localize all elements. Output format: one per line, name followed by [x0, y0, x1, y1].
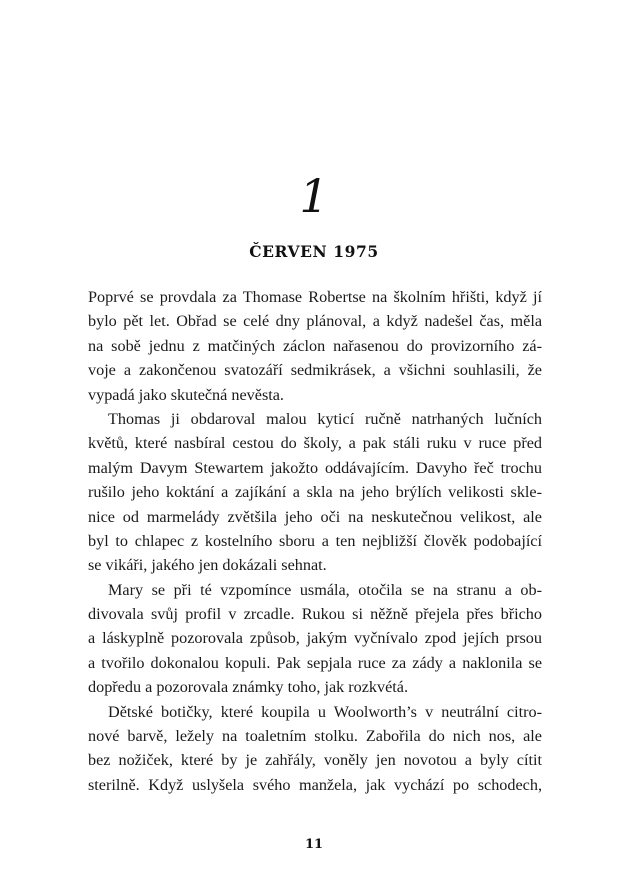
paragraph: [88, 285, 542, 407]
paragraph: [88, 700, 542, 798]
text-line: divovala svůj profil v zrcadle. Rukou si něžně přejela přes břicho: [88, 605, 542, 624]
paragraph: [88, 578, 542, 700]
page-number: 11: [304, 837, 324, 852]
text-line: vypadá jako skutečná nevěsta.: [88, 385, 284, 404]
text-line: a tvořilo dokonalou kopuli. Pak sepjala ruce za zády a naklonila se: [88, 653, 542, 672]
chapter-body-text: [88, 285, 542, 797]
text-line: rušilo jeho koktání a zajíkání a skla na jeho brýlích velikosti skle-: [88, 483, 542, 502]
text-line: sterilně. Když uslyšela svého manžela, jak vychází po schodech,: [88, 775, 542, 794]
text-line: nice od marmelády zvětšila jeho oči na neskutečnou velikost, ale: [88, 507, 542, 526]
text-line: malým Davym Stewartem jakožto oddávajícím. Davyho řeč trochu: [88, 458, 542, 477]
text-line: se vikáři, jakého jen dokázali sehnat.: [88, 556, 327, 575]
text-line: nové barvě, ležely na toaletním stolku. Zabořila do nich nos, ale: [88, 727, 542, 746]
text-line: na sobě jednu z matčiných záclon nařasenou do provizorního zá-: [88, 336, 542, 355]
text-line: voje a zakončenou svatozáří sedmikrásek, a všichni souhlasili, že: [88, 361, 542, 380]
text-line: dopředu a pozorovala známky toho, jak rozkvétá.: [88, 678, 409, 697]
text-line: bylo pět let. Obřad se celé dny plánoval, a když nadešel čas, měla: [88, 312, 542, 331]
paragraph: [88, 407, 542, 578]
chapter-number: 1: [299, 169, 329, 223]
text-line: bez nožiček, které by je zahřály, voněly jen novotou a byly cítit: [88, 751, 542, 770]
text-line: Poprvé se provdala za Thomase Robertse na školním hřišti, když jí: [88, 288, 542, 306]
text-line: květů, které nasbíral cestou do školy, a pak stáli ruku v ruce před: [88, 434, 542, 453]
text-line: a láskyplně pozorovala způsob, jakým vyčnívalo zpod jejích prsou: [88, 629, 542, 648]
chapter-title: ČERVEN 1975: [249, 242, 379, 261]
text-line: Dětské botičky, které koupila u Woolworth’s v neutrální citro-: [108, 702, 542, 721]
text-line: byl to chlapec z kostelního sboru a ten nejbližší člověk podobající: [88, 531, 542, 550]
text-line: Mary se při té vzpomínce usmála, otočila se na stranu a ob-: [108, 580, 542, 599]
text-line: Thomas ji obdaroval malou kyticí ručně natrhaných lučních: [108, 409, 542, 428]
